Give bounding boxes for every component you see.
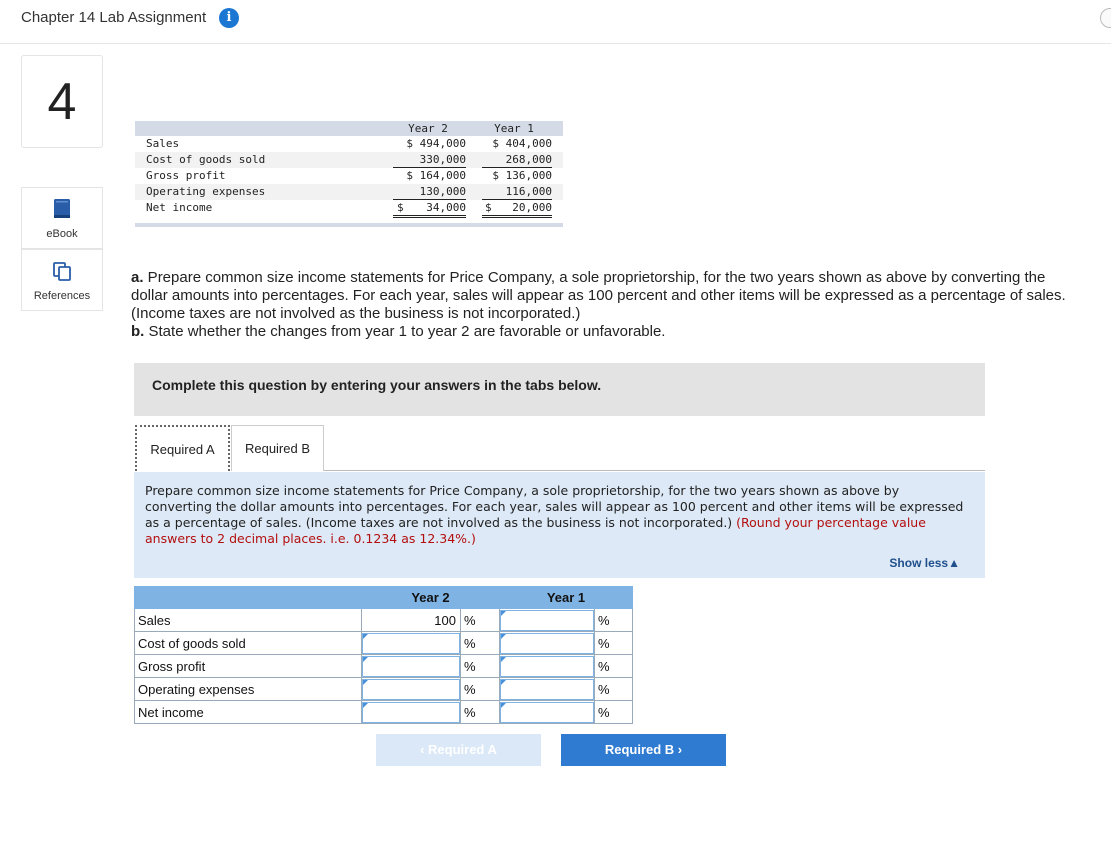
double-underline xyxy=(393,217,466,218)
show-less-link[interactable]: Show less▲ xyxy=(889,556,960,570)
table-row xyxy=(135,609,633,632)
question-text: Prepare common size income statements for Price Company, a sole proprietorship, for the two years shown as above by converting the dollar amounts into percentages. For each year, sales will appear as 100 percent and other items will be expressed as a percentage of sales. (Income taxes are not involved as the business is not incorporated.) xyxy=(145,483,964,530)
question-number: 4 xyxy=(21,55,103,148)
percent-sign: % xyxy=(595,609,633,632)
percent-sign: % xyxy=(595,632,633,655)
row-label: Gross profit xyxy=(135,655,362,678)
net-income-year2-input[interactable] xyxy=(362,702,460,723)
instruction-banner: Complete this question by entering your answers in the tabs below. xyxy=(134,363,985,416)
prev-required-a-button[interactable]: ‹ Required A xyxy=(376,734,541,766)
gross-profit-year2-input[interactable] xyxy=(362,656,460,677)
collapse-circle-icon[interactable] xyxy=(1100,8,1111,28)
percent-sign: % xyxy=(595,655,633,678)
problem-statement: a. Prepare common size income statements for Price Company, a sole proprietorship, for the two years shown as above by converting the dollar amounts into percentages. For each year, sales will appear as 100 percent and other items will be expressed as a percentage of sales. (Income taxes are not involved as the business is not incorporated.) b. State whether the changes from year 1 to year 2 are favorable or unfavorable. xyxy=(131,269,1066,340)
answer-header-row xyxy=(135,587,633,609)
next-required-b-button[interactable]: Required B › xyxy=(561,734,726,766)
double-underline xyxy=(393,215,466,216)
answer-table xyxy=(134,586,633,724)
copy-icon xyxy=(52,260,72,282)
operating-expenses-year2-input[interactable] xyxy=(362,679,460,700)
sales-year1-input[interactable] xyxy=(500,610,594,631)
table-row xyxy=(135,678,633,701)
tab-divider xyxy=(324,470,985,471)
references-button[interactable] xyxy=(21,249,103,311)
net-income-year1-input[interactable] xyxy=(500,702,594,723)
top-bar xyxy=(0,0,1111,44)
row-label: Sales xyxy=(135,609,362,632)
percent-sign: % xyxy=(595,701,633,724)
percent-sign: % xyxy=(461,609,500,632)
info-icon[interactable]: i xyxy=(219,8,239,28)
percent-sign: % xyxy=(461,701,500,724)
question-box xyxy=(134,472,985,578)
rounding-hint: (Round your percentage value answers to 2 decimal places. i.e. 0.1234 as 12.34%.) xyxy=(145,515,926,546)
table-row: Operating expenses 130,000 116,000 xyxy=(135,184,563,200)
double-underline xyxy=(482,217,552,218)
table-row xyxy=(135,701,633,724)
table-footer-band xyxy=(135,223,563,227)
row-label: Operating expenses xyxy=(135,678,362,701)
operating-expenses-year1-input[interactable] xyxy=(500,679,594,700)
column-header-year1: Year 1 xyxy=(500,587,633,609)
table-row: Gross profit $ 164,000 $ 136,000 xyxy=(146,169,552,182)
cogs-year1-input[interactable] xyxy=(500,633,594,654)
table-row xyxy=(135,655,633,678)
percent-sign: % xyxy=(461,632,500,655)
row-label: Net income xyxy=(135,701,362,724)
tab-required-a[interactable]: Required A xyxy=(135,425,230,471)
column-header-year1: Year 1 xyxy=(494,122,534,135)
sidebar-item-label: eBook xyxy=(46,228,78,240)
percent-sign: % xyxy=(461,678,500,701)
cogs-year2-input[interactable] xyxy=(362,633,460,654)
book-icon xyxy=(52,198,72,220)
column-header-year2: Year 2 xyxy=(362,587,500,609)
sidebar-item-label: References xyxy=(33,290,91,302)
tab-required-b[interactable]: Required B xyxy=(231,425,324,471)
table-row: Cost of goods sold 330,000 268,000 xyxy=(135,152,563,168)
row-label: Cost of goods sold xyxy=(135,632,362,655)
table-row: Net income $ 34,000 $ 20,000 xyxy=(146,201,552,214)
gross-profit-year1-input[interactable] xyxy=(500,656,594,677)
page-title: Chapter 14 Lab Assignment xyxy=(21,9,207,26)
ebook-button[interactable] xyxy=(21,187,103,249)
table-row xyxy=(135,632,633,655)
percent-sign: % xyxy=(595,678,633,701)
double-underline xyxy=(482,215,552,216)
table-row: Sales $ 494,000 $ 404,000 xyxy=(146,137,552,150)
column-header-year2: Year 2 xyxy=(408,122,448,135)
sales-year2-value: 100 xyxy=(362,610,460,631)
percent-sign: % xyxy=(461,655,500,678)
